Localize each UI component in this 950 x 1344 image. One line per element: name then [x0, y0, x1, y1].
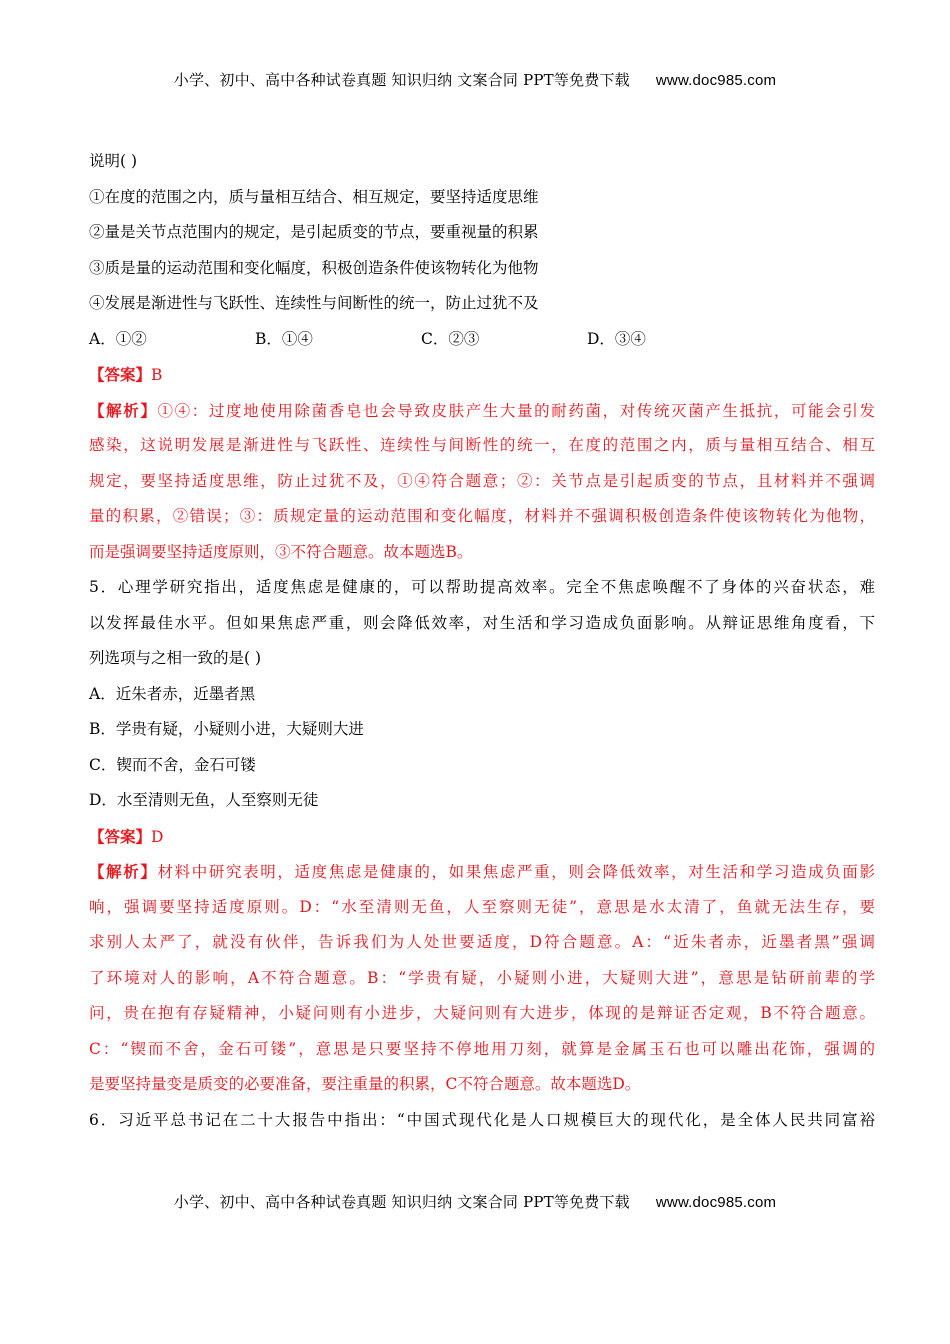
q4-analysis-label: 【解析】 [89, 400, 158, 420]
q5-answer-value: D [151, 827, 164, 846]
header-site-link[interactable]: www.doc985.com [655, 72, 777, 89]
q5-analysis-line-2: 响，强调要坚持适度原则。D：“水至清则无鱼，人至察则无徒”，意思是水太清了，鱼就无法生存，要 [89, 897, 875, 916]
page-footer [0, 1191, 950, 1212]
q6-stem-line-1: 6．习近平总书记在二十大报告中指出：“中国式现代化是人口规模巨大的现代化，是全体人民共同富裕 [89, 1110, 875, 1129]
q4-answer-value: B [151, 366, 163, 384]
q5-analysis-line-4: 了环境对人的影响，A不符合题意。B：“学贵有疑，小疑则小进，大疑则大进”，意思是钻研前辈的学 [89, 968, 875, 987]
q5-stem-line-1: 5．心理学研究指出，适度焦虑是健康的，可以帮助提高效率。完全不焦虑唤醒不了身体的兴奋状态，难 [89, 578, 875, 596]
q5-analysis-line-3: 求别人太严了，就没有伙伴，告诉我们为人处世要适度，D符合题意。A：“近朱者赤，近墨者黑”强调 [89, 933, 875, 951]
q5-stem-line-3: 列选项与之相一致的是( ) [89, 649, 262, 667]
q4-option-b: B．①④ [255, 329, 313, 348]
page-header [0, 69, 950, 90]
q4-analysis-line-3: 规定，要坚持适度思维，防止过犹不及，①④符合题意；②：关节点是引起质变的节点，且材料并不强调 [89, 471, 875, 490]
q4-option-c: C．②③ [421, 329, 480, 348]
q4-item-3: ③质是量的运动范围和变化幅度，积极创造条件使该物转化为他物 [89, 258, 539, 277]
q5-stem-line-2: 以发挥最佳水平。但如果焦虑严重，则会降低效率，对生活和学习造成负面影响。从辩证思维角度看，下 [89, 613, 875, 632]
q4-answer [89, 357, 875, 393]
q5-option-d: D．水至清则无鱼，人至察则无徒 [89, 791, 319, 809]
footer-site-link[interactable]: www.doc985.com [655, 1194, 777, 1211]
q5-answer-label: 【答案】 [89, 826, 152, 846]
header-text: 小学、初中、高中各种试卷真题 知识归纳 文案合同 PPT等免费下载 [173, 71, 630, 89]
q4-item-1: ①在度的范围之内，质与量相互结合、相互规定，要坚持适度思维 [89, 187, 539, 206]
q4-analysis-text-1: ①④：过度地使用除菌香皂也会导致皮肤产生大量的耐药菌，对传统灭菌产生抵抗，可能会引发 [157, 401, 875, 420]
q4-option-a: A．①② [89, 329, 147, 348]
q5-analysis-line-7: 是要坚持量变是质变的必要准备，要注重量的积累，C不符合题意。故本题选D。 [89, 1075, 641, 1093]
q5-option-a: A．近朱者赤，近墨者黑 [89, 684, 256, 703]
q4-item-2: ②量是关节点范围内的规定，是引起质变的节点，要重视量的积累 [89, 223, 539, 241]
q5-analysis-text-1: 材料中研究表明，适度焦虑是健康的，如果焦虑严重，则会降低效率，对生活和学习造成负面影 [157, 863, 875, 881]
q5-analysis-line-5: 问，贵在抱有存疑精神，小疑问则有小进步，大疑问则有大进步，体现的是辩证否定观，B不符合题意。 [89, 1004, 875, 1022]
q5-option-b: B．学贵有疑，小疑则小进，大疑则大进 [89, 720, 364, 738]
document-body [89, 144, 875, 1138]
q4-analysis-line-4: 量的积累，②错误；③：质规定量的运动范围和变化幅度，材料并不强调积极创造条件使该物转化为他物， [89, 507, 875, 525]
q5-analysis-line-6: C：“锲而不舍，金石可镂”，意思是只要坚持不停地用刀刻，就算是金属玉石也可以雕出花饰，强调的 [89, 1039, 875, 1058]
q4-analysis-line-2: 感染，这说明发展是渐进性与飞跃性、连续性与间断性的统一，在度的范围之内，质与量相互结合、相互 [89, 436, 875, 454]
q4-analysis-line-5: 而是强调要坚持适度原则，③不符合题意。故本题选B。 [89, 542, 473, 561]
q4-option-d: D．③④ [587, 329, 646, 348]
q4-stem-tail: 说明( ) [89, 152, 138, 170]
footer-text: 小学、初中、高中各种试卷真题 知识归纳 文案合同 PPT等免费下载 [173, 1193, 630, 1211]
q4-options [89, 322, 875, 358]
q5-answer [89, 819, 875, 855]
q5-option-c: C．锲而不舍，金石可镂 [89, 755, 256, 774]
q5-analysis-label: 【解析】 [89, 862, 158, 881]
q4-answer-label: 【答案】 [89, 365, 152, 384]
q4-analysis-line-1 [89, 393, 875, 429]
q4-item-4: ④发展是渐进性与飞跃性、连续性与间断性的统一，防止过犹不及 [89, 294, 539, 312]
q5-analysis-line-1 [89, 854, 875, 890]
